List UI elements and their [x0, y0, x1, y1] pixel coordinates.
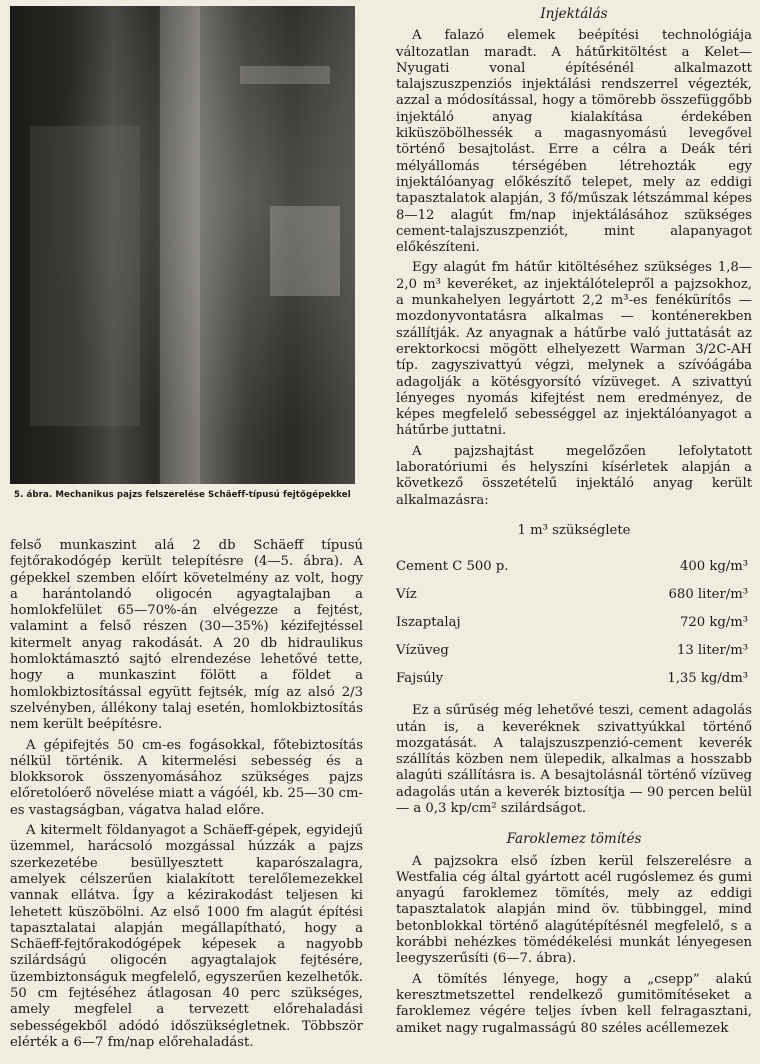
paragraph: A pajzsokra első ízben kerül felszerelésre a Westfalia cég által gyártott acél rugóslemez és gumi anyagú faroklemez tömítés, mely az eddigi tapasztalatok alapján mind öv. tübbinggel, mind betonblokkal történő alagútépítésnél megfelelő, s a korábbi nehézkes tömédékelési munkát lényegesen leegyszerűsíti (6—7. ábra).	[396, 853, 752, 967]
section-heading: Injektálás	[540, 6, 608, 22]
row-value: 720 kg/m³	[679, 615, 748, 631]
paragraph: Ez a sűrűség még lehetővé teszi, cement adagolás után is, a keveréknek szivattyúkkal történő mozgatását. A talajszuszpenzió-cement keverék szállítás közben nem ülepedik, alkalmas a hosszabb alagúti szállításra is. A besajtolásnál történő vízüveg adagolás után a keverék biztosítja — 90 percen belül — a 0,3 kp/cm² szilárdságot.	[396, 703, 752, 816]
row-value: 13 liter/m³	[676, 643, 748, 659]
row-value: 400 kg/m³	[679, 559, 748, 575]
row-name: Cement C 500 p.	[396, 559, 509, 575]
paragraph: Egy alagút fm hátűr kitöltéséhez szükséges 1,8—2,0 m³ keveréket, az injektálótelepről a pajzsokhoz, a munkahelyen legyártott 2,2 m³-es fenékürítős — mozdonyvontatásra alkalmas — konténerekben szállítják. Az anyagnak a hátűrbe való juttatását az erektorkocsi mögött elhelyezett Warman 3/2C-AH típ. zagyszivattyú végzi, melynek a szívóágába adagolják a kötésgyorsító vízüveget. A szivattyú lényeges nyomás kifejtést nem eredményez, de képes megfelelő sebességgel az injektálóanyagot a hátűrbe juttatni.	[396, 260, 752, 439]
left-column	[10, 538, 363, 1055]
figure-caption: 5. ábra. Mechanikus pajzs felszerelése Schäeff-típusú fejtőgépekkel	[14, 490, 351, 500]
photo-structure	[240, 66, 330, 84]
paragraph: A tömítés lényege, hogy a „csepp” alakú keresztmetszettel rendelkező gumitömítéseket a faroklemez végére teljes ívben kell felragasztani, amiket nagy rugalmasságú 80 széles acéllemezek	[396, 971, 752, 1036]
table-title: 1 m³ szükséglete	[517, 522, 631, 538]
paragraph: A kitermelt földanyagot a Schäeff-gépek, egyidejű üzemmel, harácsoló mozgással húzzák a pajzs szerkezetébe besüllyesztett kaparószalagra, amelyek célszerűen kialakított terelőlemezekkel vannak ellátva. Így a kézirakodást teljesen ki lehetett küszöbölni. Az első 1000 fm alagút építési tapasztalatai alapján megállapítható, hogy a Schäeff-fejtőrakodógépek képesek a nagyobb szilárdságú oligocén agyagtalajok fejtésére, üzembiztonságuk megfelelő, egyszerűen kezelhetők. 50 cm fejtéséhez átlagosan 40 perc szükséges, amely megfelel a tervezett előrehaladási sebességekből adódó időszükségletnek. Többször elérték a 6—7 fm/nap előrehaladást.	[10, 823, 363, 1050]
paragraph: A falazó elemek beépítési technológiája változatlan maradt. A hátűrkitöltést a Kelet—Nyugati vonal építésénél alkalmazott talajszuszpenziós injektálási rendszerrel végezték, azzal a módosítással, hogy a tömörebb összefüggőbb injektáló anyag kialakítása érdekében kiküszöbölhessék a magasnyomású levegővel történő besajtolást. Erre a célra a Deák téri mélyállomás térségében létrehozták egy injektálóanyag előkészítő telepet, mely az eddigi tapasztalatok alapján, 3 fő/műszak létszámmal képes 8—12 alagút fm/nap injektálásához szükséges cement-talajszuszpenziót, mint alapanyagot előkészíteni.	[396, 28, 752, 256]
row-value: 680 liter/m³	[668, 587, 748, 603]
photo-structure	[30, 126, 140, 426]
row-name: Iszaptalaj	[396, 615, 461, 631]
row-name: Vízüveg	[396, 643, 449, 659]
table-row	[396, 581, 752, 609]
row-name: Víz	[396, 587, 417, 603]
table-row	[396, 609, 752, 637]
photo-structure	[270, 206, 340, 296]
right-column	[396, 6, 752, 1041]
table-row	[396, 665, 752, 693]
photo-structure	[160, 6, 200, 484]
mix-table	[396, 523, 752, 693]
paragraph: felső munkaszint alá 2 db Schäeff típusú fejtőrakodógép került telepítésre (4—5. ábra). A gépekkel szemben előírt követelmény az volt, hogy a harántolandó oligocén agyagtalajban a homlokfelület 65—70%-án elvégezze a fejtést, valamint a felső részen (30—35%) kézifejtéssel kitermelt anyag rakodását. A 20 db hidraulikus homloktámasztó sajtó elrendezése lehetővé tette, hogy a munkaszint fölött a földet a homlokbiztosítással együtt fejtsék, míg az alsó 2/3 szelvényben, állékony talaj esetén, homlokbiztosítás nem került beépítésre.	[10, 538, 363, 733]
row-name: Fajsúly	[396, 671, 444, 687]
paragraph: A gépifejtés 50 cm-es fogásokkal, főtebiztosítás nélkül történik. A kitermelési sebesség és a blokksorok összenyomásához szükséges pajzs előretolóerő növelése miatt a vágóél, kb. 25—30 cm-es vastagságban, vágatva halad előre.	[10, 737, 363, 818]
row-value: 1,35 kg/dm³	[667, 671, 748, 687]
table-row	[396, 637, 752, 665]
table-row	[396, 553, 752, 581]
section-heading: Faroklemez tömítés	[506, 831, 642, 848]
paragraph: A pajzshajtást megelőzően lefolytatott laboratóriumi és helyszíni kísérletek alapján a következő összetételű injektáló anyag került alkalmazásra:	[396, 443, 752, 508]
shield-photo	[10, 6, 355, 484]
